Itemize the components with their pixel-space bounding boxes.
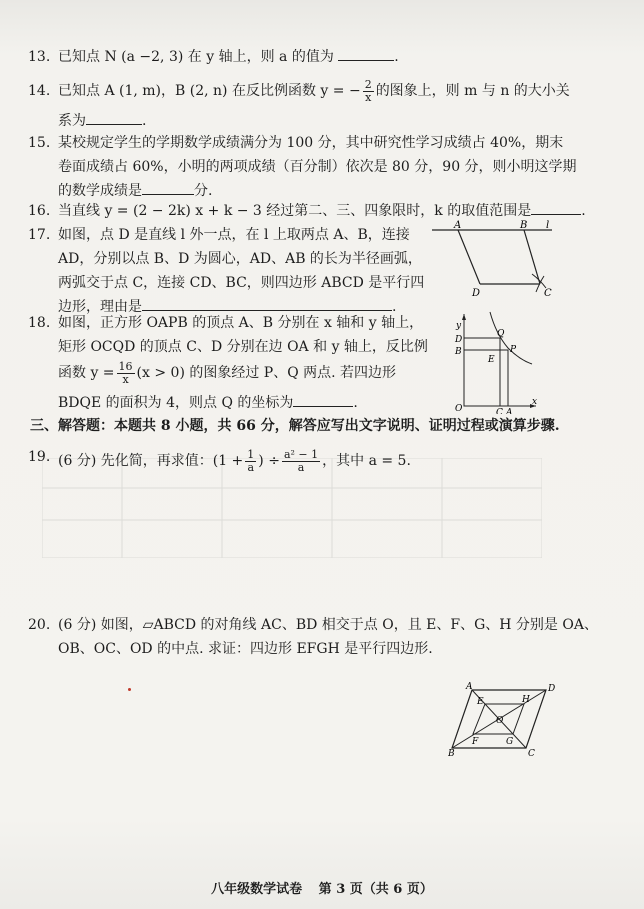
answer-blank[interactable] xyxy=(293,390,353,407)
label-A: A xyxy=(506,408,513,414)
question-text: 已知点 A (1, m)，B (2, n) 在反比例函数 y = − xyxy=(58,83,361,99)
question-20: 20. (6 分) 如图，▱ABCD 的对角线 AC、BD 相交于点 O，且 E、F、G、H 分别是 OA、 OB、OC、OD 的中点. 求证：四边形 EFGH 是平行四边形. xyxy=(28,612,618,668)
question-13: 13. 已知点 N (a −2, 3) 在 y 轴上，则 a 的值为 . xyxy=(28,44,618,70)
fraction: $\frac{16}{x}$ xyxy=(118,359,133,386)
question-text: 的图象上，则 m 与 n 的大小关 xyxy=(375,83,570,99)
page-number: 第 3 页（共 6 页） xyxy=(318,882,433,897)
label-D: D xyxy=(548,684,556,694)
label-B: B xyxy=(520,220,528,231)
label-Q: Q xyxy=(497,329,505,339)
red-ink-dot xyxy=(128,688,131,691)
question-number: 16. xyxy=(28,203,51,219)
label-A: A xyxy=(466,682,473,692)
question-14: 14. 已知点 A (1, m)，B (2, n) 在反比例函数 y = − $\frac{2}{x}$ 的图象上，则 m 与 n 的大小关 系为 . xyxy=(28,77,570,129)
label-E: E xyxy=(477,697,484,707)
label-l: l xyxy=(546,220,550,231)
question-number: 17. xyxy=(28,227,51,243)
page-footer xyxy=(0,878,644,897)
fraction: $\frac{\text{a² − 1}}{a}$ xyxy=(283,447,319,474)
label-D: D xyxy=(455,335,463,345)
exam-title: 八年级数学试卷 xyxy=(211,882,303,897)
label-F: F xyxy=(472,737,479,747)
question-number: 20. xyxy=(28,617,51,633)
question-15: 15. 某校规定学生的学期数学成绩满分为 100 分，其中研究性学习成绩占 40%，期末 卷面成绩占 60%，小明的两项成绩（百分制）依次是 80 分，90 分，则小明这学期 的数学成绩是 分. xyxy=(28,130,618,208)
fraction: $\frac{1}{a}$ xyxy=(247,447,255,474)
answer-blank[interactable] xyxy=(531,198,581,215)
question-18: 18. 如图，正方形 OAPB 的顶点 A、B 分别在 x 轴和 y 轴上， 矩形 OCQD 的顶点 C、D 分别在边 OA 和 y 轴上，反比例 函数 y = $\frac{16}{x}$ (x > 0) 的图象经过 P、Q 两点. 若四边形 BDQE 的面积为 4，则点 Q 的坐标为 . xyxy=(28,310,448,414)
question-number: 19. xyxy=(28,449,51,465)
figure-inverse-function-squares xyxy=(450,308,540,414)
question-text: 当直线 y = (2 − 2k) x + k − 3 经过第二、三、四象限时，k 的取值范围是 xyxy=(58,203,532,219)
label-P: P xyxy=(510,345,517,355)
label-C: C xyxy=(544,288,552,299)
answer-blank[interactable] xyxy=(86,108,142,125)
answer-blank[interactable] xyxy=(338,44,394,61)
label-C: C xyxy=(528,749,535,758)
label-x: x xyxy=(532,397,538,407)
label-E: E xyxy=(488,355,495,365)
question-19: 19. (6 分) 先化简，再求值：(1 + $\frac{1}{a}$ ) ÷ $\frac{\text{a² − 1}}{a}$ ，其中 a = 5. xyxy=(28,444,618,478)
label-A: A xyxy=(454,220,462,231)
label-B: B xyxy=(455,347,462,357)
question-17: 17. 如图，点 D 是直线 l 外一点，在 l 上取两点 A、B，连接 AD，分别以点 B、D 为圆心，AD、AB 的长为半径画弧， 两弧交于点 C，连接 CD、BC，则四边形 ABCD 是平行四 边形，理由是 . xyxy=(28,222,428,322)
question-text: 已知点 N (a −2, 3) 在 y 轴上，则 a 的值为 xyxy=(58,49,334,65)
answer-blank[interactable] xyxy=(142,178,194,195)
question-number: 15. xyxy=(28,135,51,151)
label-y: y xyxy=(456,321,462,331)
question-16: 16. 当直线 y = (2 − 2k) x + k − 3 经过第二、三、四象限时，k 的取值范围是 . xyxy=(28,198,618,224)
label-H: H xyxy=(522,695,530,705)
question-number: 18. xyxy=(28,315,51,331)
figure-parallelogram-construction xyxy=(428,220,558,300)
label-B: B xyxy=(448,749,455,758)
figure-parallelogram-midpoints xyxy=(448,682,564,758)
question-number: 13. xyxy=(28,49,51,65)
section-heading: 三、解答题：本题共 8 小题，共 66 分，解答应写出文字说明、证明过程或演算步骤. xyxy=(30,418,560,434)
label-G: G xyxy=(506,737,514,747)
fraction: $\frac{2}{x}$ xyxy=(364,77,372,104)
label-O: O xyxy=(455,404,463,414)
label-C: C xyxy=(496,408,503,414)
label-O: O xyxy=(496,716,504,726)
label-D: D xyxy=(472,288,481,299)
answer-blank[interactable] xyxy=(142,294,392,311)
question-number: 14. xyxy=(28,83,51,99)
